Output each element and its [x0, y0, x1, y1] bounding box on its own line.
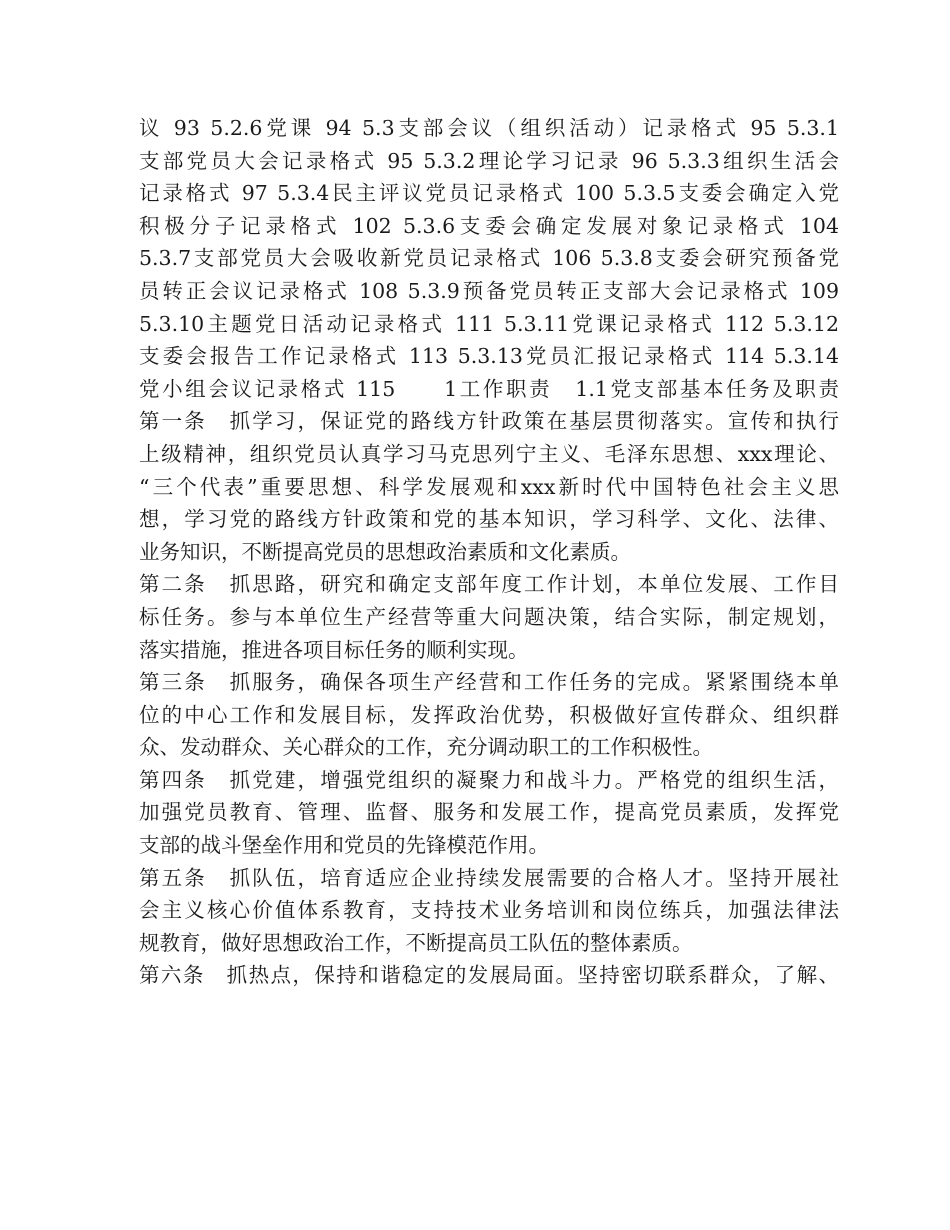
text-line: 落实措施，推进各项目标任务的顺利实现。 — [139, 637, 529, 662]
text-line: 积极分子记录格式 102 5.3.6支委会确定发展对象记录格式 104 — [139, 213, 839, 238]
text-line: “三个代表”重要思想、科学发展观和xxx新时代中国特色社会主义思 — [139, 474, 839, 499]
text-line: 想，学习党的路线方针政策和党的基本知识，学习科学、文化、法律、 — [139, 507, 839, 532]
text-line: 业务知识，不断提高党员的思想政治素质和文化素质。 — [139, 539, 631, 564]
text-line: 记录格式 97 5.3.4民主评议党员记录格式 100 5.3.5支委会确定入党 — [139, 181, 839, 206]
text-line: 加强党员教育、管理、监督、服务和发展工作，提高党员素质，发挥党 — [139, 800, 839, 825]
text-line: 第二条 抓思路，研究和确定支部年度工作计划，本单位发展、工作目 — [139, 572, 839, 597]
text-line: 议 93 5.2.6党课 94 5.3支部会议（组织活动）记录格式 95 5.3.1 — [139, 116, 839, 140]
text-line: 党小组会议记录格式 115 1工作职责 1.1党支部基本任务及职责 — [139, 376, 839, 401]
text-line: 众、发动群众、关心群众的工作，充分调动职工的工作积极性。 — [139, 735, 713, 760]
text-line: 会主义核心价值体系教育，支持技术业务培训和岗位练兵，加强法律法 — [139, 898, 839, 923]
text-line: 支部的战斗堡垒作用和党员的先锋模范作用。 — [139, 833, 549, 858]
text-line: 标任务。参与本单位生产经营等重大问题决策，结合实际，制定规划， — [139, 604, 839, 629]
text-line: 上级精神，组织党员认真学习马克思列宁主义、毛泽东思想、xxx理论、 — [139, 441, 839, 466]
text-line: 支部党员大会记录格式 95 5.3.2理论学习记录 96 5.3.3组织生活会 — [139, 148, 839, 173]
text-line: 5.3.7支部党员大会吸收新党员记录格式 106 5.3.8支委会研究预备党 — [139, 246, 839, 271]
text-line: 位的中心工作和发展目标，发挥政治优势，积极做好宣传群众、组织群 — [139, 702, 839, 727]
text-line: 支委会报告工作记录格式 113 5.3.13党员汇报记录格式 114 5.3.14 — [139, 344, 839, 369]
text-line: 第一条 抓学习，保证党的路线方针政策在基层贯彻落实。宣传和执行 — [139, 409, 839, 434]
text-line: 员转正会议记录格式 108 5.3.9预备党员转正支部大会记录格式 109 — [139, 278, 839, 303]
document-body — [139, 112, 839, 992]
text-line: 规教育，做好思想政治工作，不断提高员工队伍的整体素质。 — [139, 930, 693, 955]
text-line: 第四条 抓党建，增强党组织的凝聚力和战斗力。严格党的组织生活， — [139, 767, 839, 792]
text-line: 第三条 抓服务，确保各项生产经营和工作任务的完成。紧紧围绕本单 — [139, 670, 839, 695]
text-line: 第五条 抓队伍，培育适应企业持续发展需要的合格人才。坚持开展社 — [139, 865, 839, 890]
text-line: 第六条 抓热点，保持和谐稳定的发展局面。坚持密切联系群众，了解、 — [139, 963, 839, 988]
text-line: 5.3.10主题党日活动记录格式 111 5.3.11党课记录格式 112 5.3.12 — [139, 311, 839, 336]
